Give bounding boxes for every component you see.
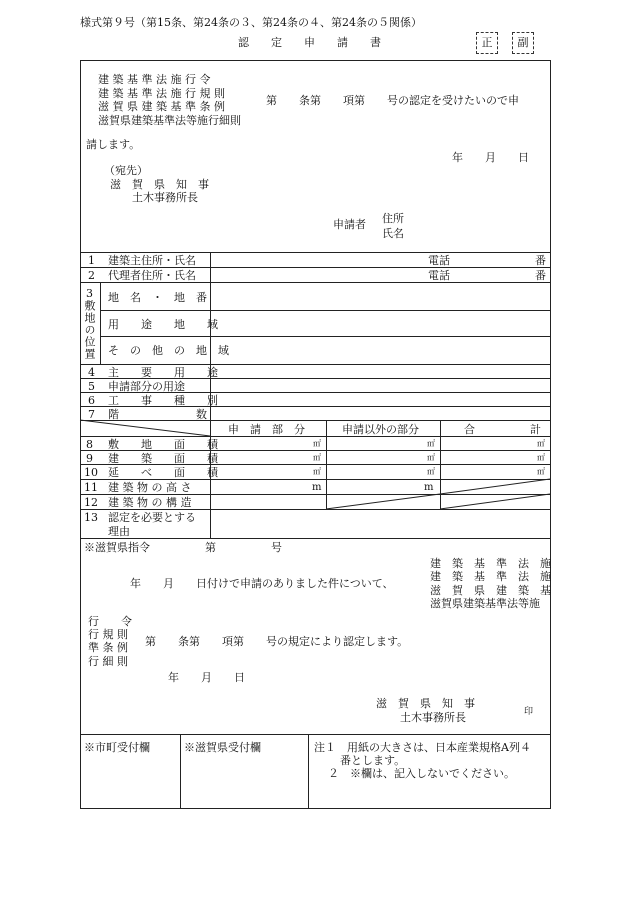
col-other-header: 申請以外の部分 xyxy=(342,423,419,436)
city-reception-label: ※市町受付欄 xyxy=(84,741,150,754)
law-2: 建 築 基 準 法 施 行 規 則 xyxy=(98,87,225,100)
row-1-suffix: 番 xyxy=(535,254,546,267)
pref-reception-label: ※滋賀県受付欄 xyxy=(184,741,261,754)
row-10-number: 10 xyxy=(84,466,98,479)
row-13-label: 認定を必要とする xyxy=(108,511,196,524)
row-9-label: 建 築 面 積 xyxy=(108,452,218,465)
approval-office-head: 土木事務所長 xyxy=(400,711,466,724)
approval-law-cont-3: 準 条 例 xyxy=(88,641,128,654)
seal-mark: 印 xyxy=(524,707,534,717)
row-3a-label: 地 名 ・ 地 番 xyxy=(108,291,207,304)
row-12-label: 建 築 物 の 構 造 xyxy=(108,496,192,509)
row-8-unit-total: ㎡ xyxy=(537,439,545,448)
row-10-unit-other: ㎡ xyxy=(427,467,435,476)
row-2-suffix: 番 xyxy=(535,269,546,282)
governor-label: 滋 賀 県 知 事 xyxy=(110,178,209,191)
row-11-label: 建 築 物 の 高 さ xyxy=(108,481,192,494)
row-6-label: 工 事 種 別 xyxy=(108,394,218,407)
row-11-unit-other: m xyxy=(424,482,434,493)
approval-law-cont-2: 行 規 則 xyxy=(88,628,128,641)
row-3-number: 3 xyxy=(86,287,93,300)
approval-sentence: 第 条第 項第 号の規定により認定します。 xyxy=(145,635,409,648)
order-number-line: ※滋賀県指令 第 号 xyxy=(84,541,282,554)
row-11-number: 11 xyxy=(84,481,98,494)
row-2-label: 代理者住所・氏名 xyxy=(108,269,196,282)
row-8-label: 敷 地 面 積 xyxy=(108,438,218,451)
row-5-label: 申請部分の用途 xyxy=(108,380,185,393)
address-label: 住所 xyxy=(382,212,404,225)
page-title: 認 定 申 請 書 xyxy=(238,36,381,49)
original-stamp-box: 正 xyxy=(476,32,498,54)
approval-law-4: 滋賀県建築基準法等施 xyxy=(430,597,540,610)
note-1: 注１ 用紙の大きさは、日本産業規格A列４ xyxy=(314,741,531,754)
row-1-label: 建築主住所・氏名 xyxy=(108,254,196,267)
application-date: 年 月 日 xyxy=(452,151,529,164)
row-4-number: 4 xyxy=(88,366,95,379)
approval-law-cont-1: 行 令 xyxy=(88,615,132,628)
row-9-unit-total: ㎡ xyxy=(537,453,545,462)
addressee-label: （宛先） xyxy=(104,164,148,177)
row-7-label: 階 数 xyxy=(108,408,207,421)
law-1: 建 築 基 準 法 施 行 令 xyxy=(98,73,211,86)
approval-date: 年 月 日 xyxy=(168,671,245,684)
office-head-label: 土木事務所長 xyxy=(132,191,198,204)
row-1-phone: 電話 xyxy=(428,254,450,267)
row-10-label: 延 べ 面 積 xyxy=(108,466,218,479)
name-label: 氏名 xyxy=(382,227,404,240)
copy-stamp-box: 副 xyxy=(512,32,534,54)
row-9-unit-other: ㎡ xyxy=(427,453,435,462)
row-5-number: 5 xyxy=(88,380,95,393)
row-3-label: 敷地の位置 xyxy=(83,300,96,360)
approval-law-2: 建 築 基 準 法 施 xyxy=(430,570,551,583)
note-1-cont: 番とします。 xyxy=(340,754,406,767)
certification-sentence-cont: 請します。 xyxy=(86,138,141,151)
received-sentence: 年 月 日付けで申請のありました件について、 xyxy=(130,577,394,590)
note-2: ２ ※欄は、記入しないでください。 xyxy=(328,767,515,780)
form-number: 様式第９号（第15条、第24条の３、第24条の４、第24条の５関係） xyxy=(80,16,422,29)
row-12-number: 12 xyxy=(84,496,98,509)
col-applied-header: 申 請 部 分 xyxy=(228,423,305,436)
row-2-number: 2 xyxy=(88,269,95,282)
row-3b-label: 用 途 地 域 xyxy=(108,318,218,331)
col-total-header: 合 計 xyxy=(464,423,541,436)
row-7-number: 7 xyxy=(88,408,95,421)
law-3: 滋 賀 県 建 築 基 準 条 例 xyxy=(98,100,225,113)
certification-sentence: 第 条第 項第 号の認定を受けたいので申 xyxy=(266,94,519,107)
approval-governor: 滋 賀 県 知 事 xyxy=(376,697,475,710)
row-10-unit-total: ㎡ xyxy=(537,467,545,476)
row-10-unit-applied: ㎡ xyxy=(313,467,321,476)
row-8-unit-applied: ㎡ xyxy=(313,439,321,448)
row-9-unit-applied: ㎡ xyxy=(313,453,321,462)
approval-law-3: 滋 賀 県 建 築 基 xyxy=(430,584,551,597)
row-4-label: 主 要 用 途 xyxy=(108,366,218,379)
row-1-number: 1 xyxy=(88,254,95,267)
row-9-number: 9 xyxy=(86,452,93,465)
row-2-phone: 電話 xyxy=(428,269,450,282)
approval-law-1: 建 築 基 準 法 施 xyxy=(430,557,551,570)
applicant-label: 申請者 xyxy=(333,218,366,231)
row-8-unit-other: ㎡ xyxy=(427,439,435,448)
row-8-number: 8 xyxy=(86,438,93,451)
law-4: 滋賀県建築基準法等施行細則 xyxy=(98,114,241,127)
row-11-unit-applied: m xyxy=(312,482,322,493)
row-6-number: 6 xyxy=(88,394,95,407)
row-3c-label: そ の 他 の 地 域 xyxy=(108,344,229,357)
row-13-label-2: 理由 xyxy=(108,525,130,538)
approval-law-cont-4: 行 細 則 xyxy=(88,655,128,668)
row-13-number: 13 xyxy=(84,511,98,524)
